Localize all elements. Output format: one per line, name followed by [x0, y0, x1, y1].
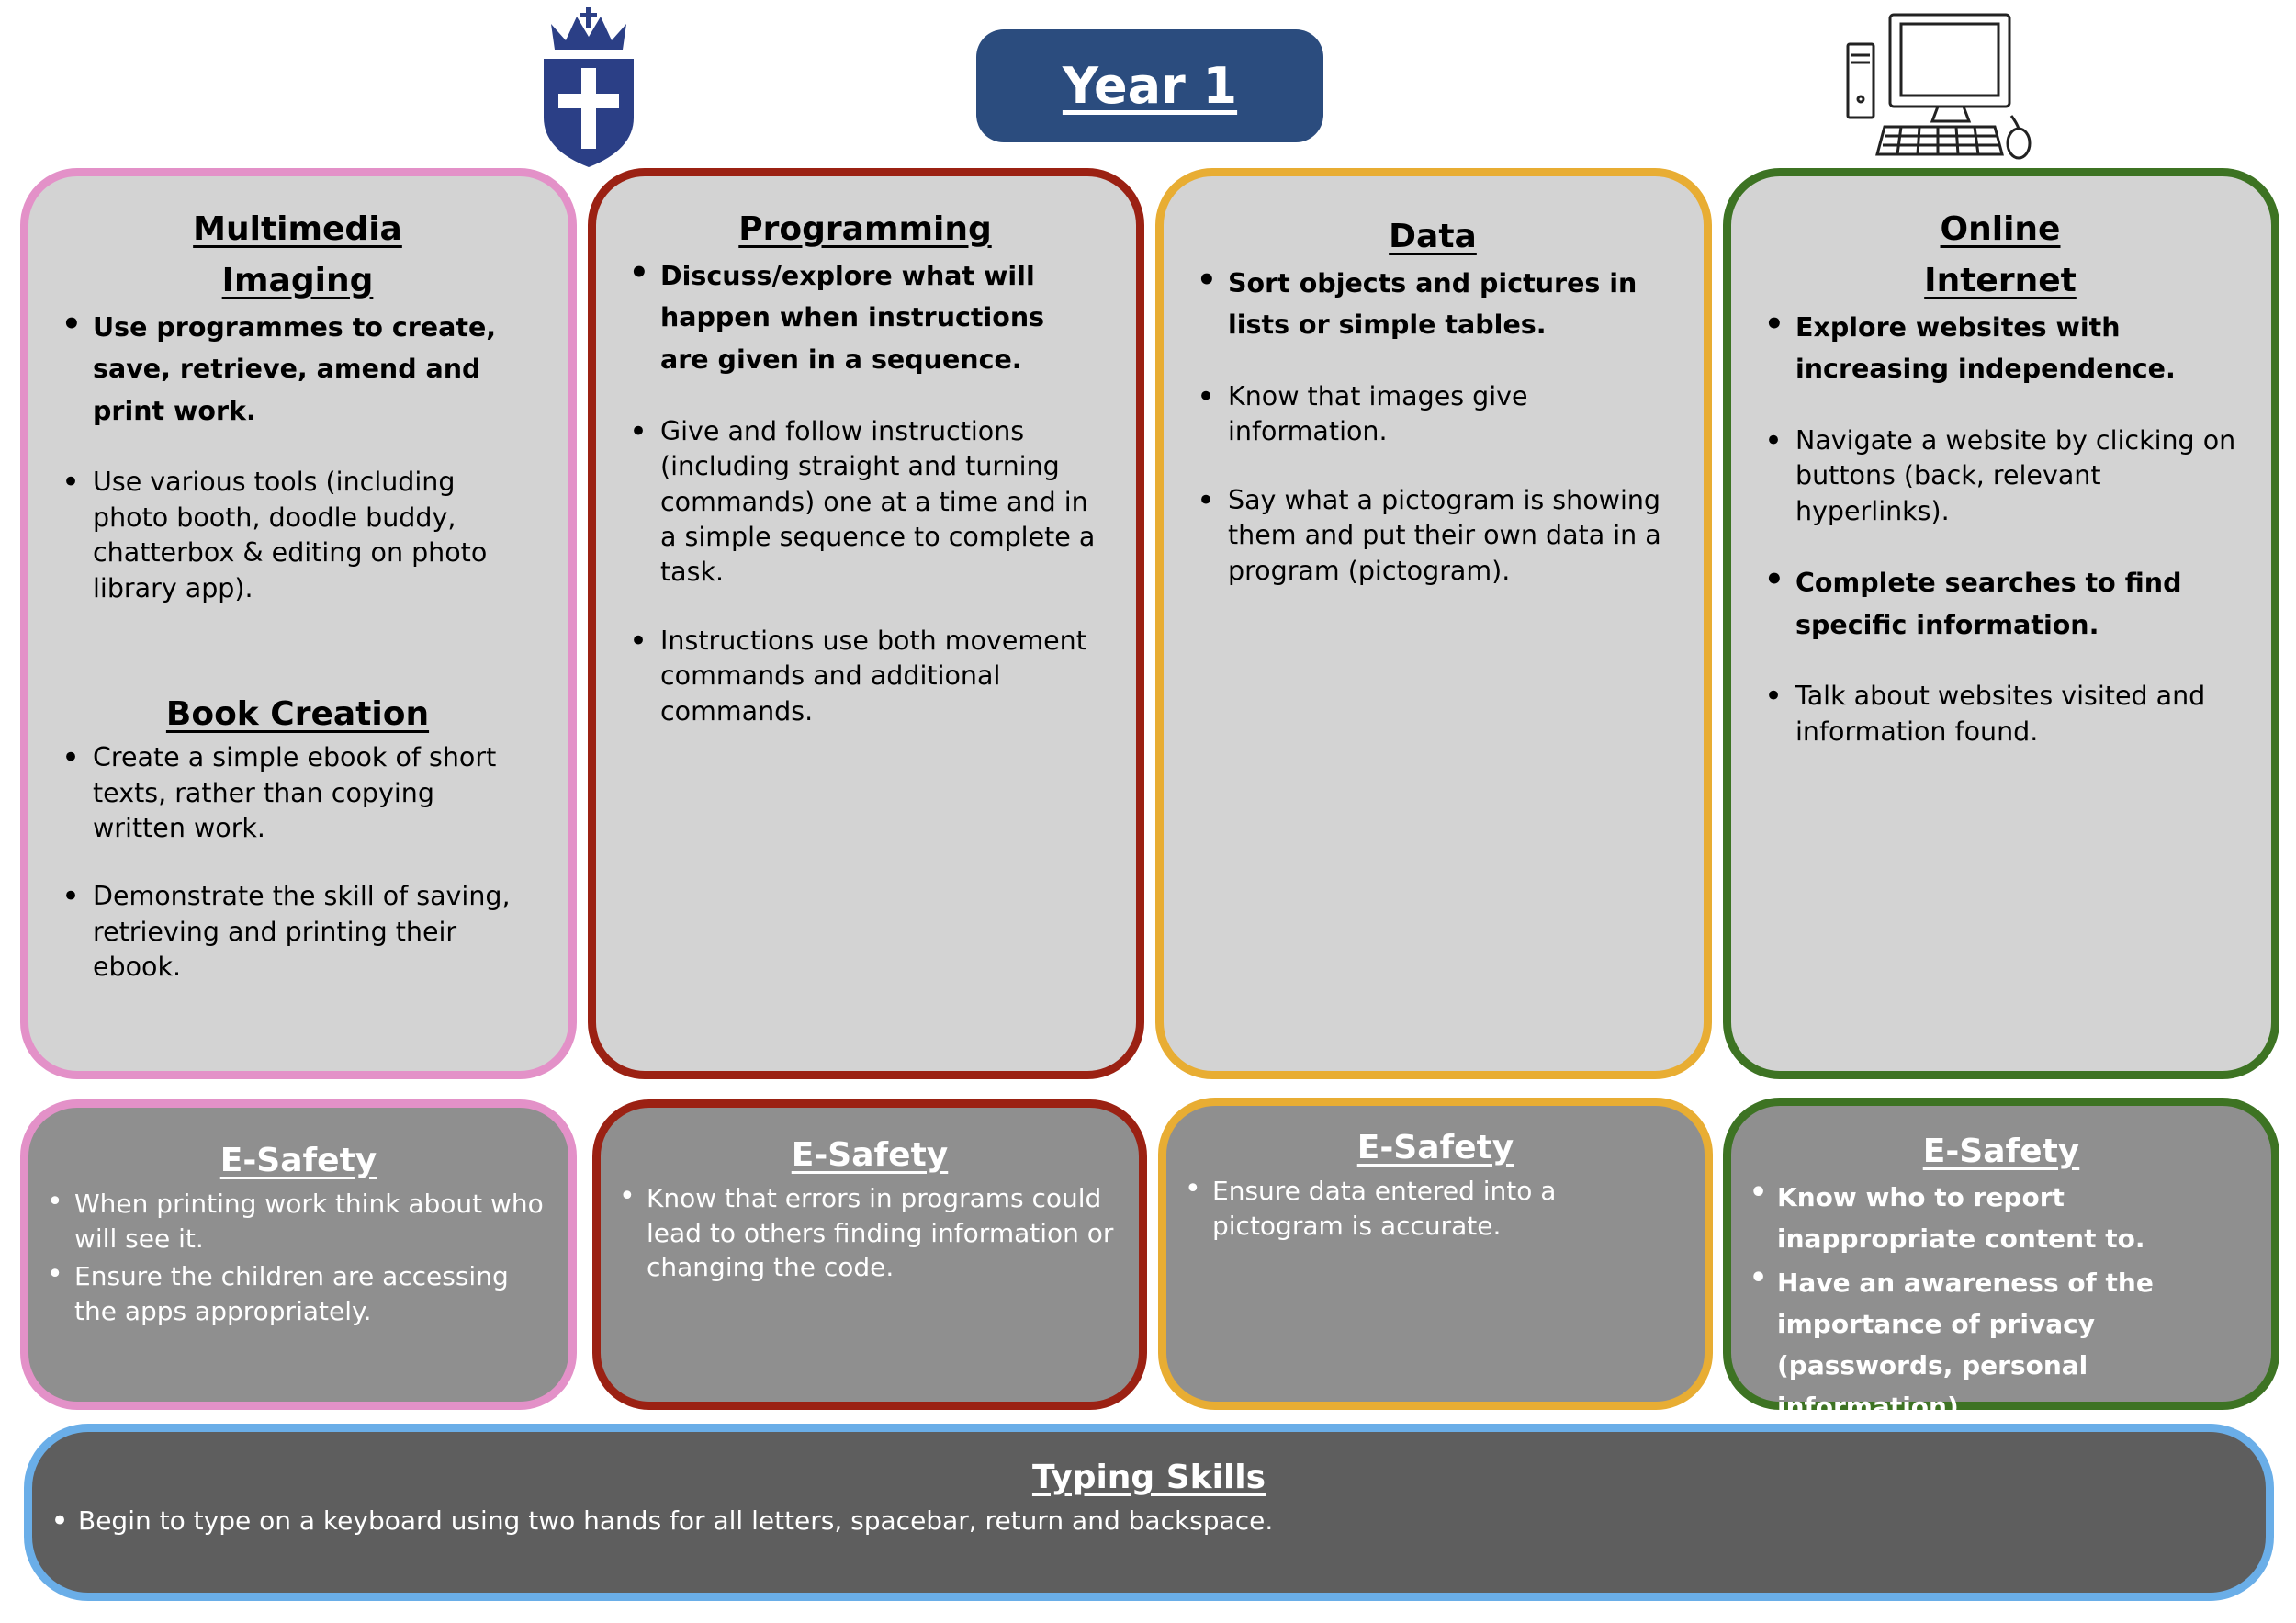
esafety-data-list	[1185, 1174, 1686, 1244]
online-list	[1764, 307, 2236, 750]
list-item: • Complete searches to find specific information.	[1764, 562, 2236, 646]
imaging-heading: Imaging	[221, 261, 374, 299]
esafety-multimedia-list	[47, 1187, 550, 1329]
desktop-computer-icon	[1837, 7, 2039, 163]
multimedia-box	[20, 168, 577, 1079]
typing-heading: Typing Skills	[1031, 1459, 1266, 1496]
list-item: • Sort objects and pictures in lists or simple tables.	[1197, 263, 1669, 346]
esafety-heading: E-Safety	[219, 1142, 377, 1179]
esafety-heading: E-Safety	[1922, 1133, 2080, 1170]
esafety-programming-box	[592, 1099, 1147, 1410]
online-heading: Online	[1940, 210, 2061, 248]
esafety-heading: E-Safety	[1356, 1129, 1514, 1167]
list-item: • Ensure data entered into a pictogram is accurate.	[1185, 1174, 1686, 1244]
esafety-data-box	[1158, 1098, 1713, 1410]
list-item: • Have an awareness of the importance of privacy (passwords, personal information).	[1750, 1263, 2253, 1427]
list-item: • Know that errors in programs could lead to others finding information or changing the code.	[619, 1181, 1120, 1285]
list-item: • Use programmes to create, save, retrieve, amend and print work.	[62, 307, 534, 433]
list-item: • Create a simple ebook of short texts, rather than copying written work.	[62, 740, 534, 846]
list-item: • Demonstrate the skill of saving, retrieving and printing their ebook.	[62, 879, 534, 985]
list-item: • Know who to report inappropriate content to.	[1750, 1178, 2253, 1260]
typing-list	[51, 1504, 2247, 1538]
school-crest-icon	[538, 7, 639, 169]
imaging-list	[62, 307, 534, 607]
data-heading: Data	[1389, 218, 1477, 255]
list-item: • Use various tools (including photo booth, doodle buddy, chatterbox & editing on photo library app).	[62, 465, 534, 606]
data-list	[1197, 263, 1669, 590]
data-box	[1155, 168, 1712, 1079]
esafety-programming-list	[619, 1181, 1120, 1285]
esafety-multimedia-box	[20, 1099, 577, 1410]
internet-heading: Internet	[1924, 261, 2077, 299]
list-item: • Say what a pictogram is showing them and put their own data in a program (pictogram).	[1197, 483, 1669, 589]
list-item: • Know that images give information.	[1197, 379, 1669, 450]
esafety-online-list	[1750, 1178, 2253, 1428]
list-item: • Talk about websites visited and information found.	[1764, 679, 2236, 750]
list-item: • Navigate a website by clicking on buttons (back, relevant hyperlinks).	[1764, 423, 2236, 529]
book-creation-heading: Book Creation	[165, 695, 430, 734]
multimedia-heading: Multimedia	[193, 210, 402, 248]
programming-box	[588, 168, 1144, 1079]
online-box	[1723, 168, 2279, 1079]
esafety-heading: E-Safety	[791, 1136, 949, 1174]
page-title: Year 1	[1062, 57, 1238, 115]
list-item: • Ensure the children are accessing the apps appropriately.	[47, 1259, 550, 1329]
programming-list	[629, 255, 1101, 730]
programming-heading: Programming	[738, 210, 992, 248]
list-item: • Discuss/explore what will happen when instructions are given in a sequence.	[629, 255, 1101, 381]
page-title-banner	[976, 29, 1323, 142]
list-item: • When printing work think about who will see it.	[47, 1187, 550, 1257]
list-item: • Explore websites with increasing independence.	[1764, 307, 2236, 390]
list-item: • Instructions use both movement commands and additional commands.	[629, 624, 1101, 729]
list-item: • Begin to type on a keyboard using two hands for all letters, spacebar, return and backspace.	[51, 1504, 2247, 1538]
book-creation-list	[62, 740, 534, 986]
typing-skills-box	[24, 1424, 2274, 1601]
esafety-online-box	[1723, 1098, 2279, 1422]
list-item: • Give and follow instructions (including straight and turning commands) one at a time and in a simple sequence to complete a task.	[629, 414, 1101, 591]
